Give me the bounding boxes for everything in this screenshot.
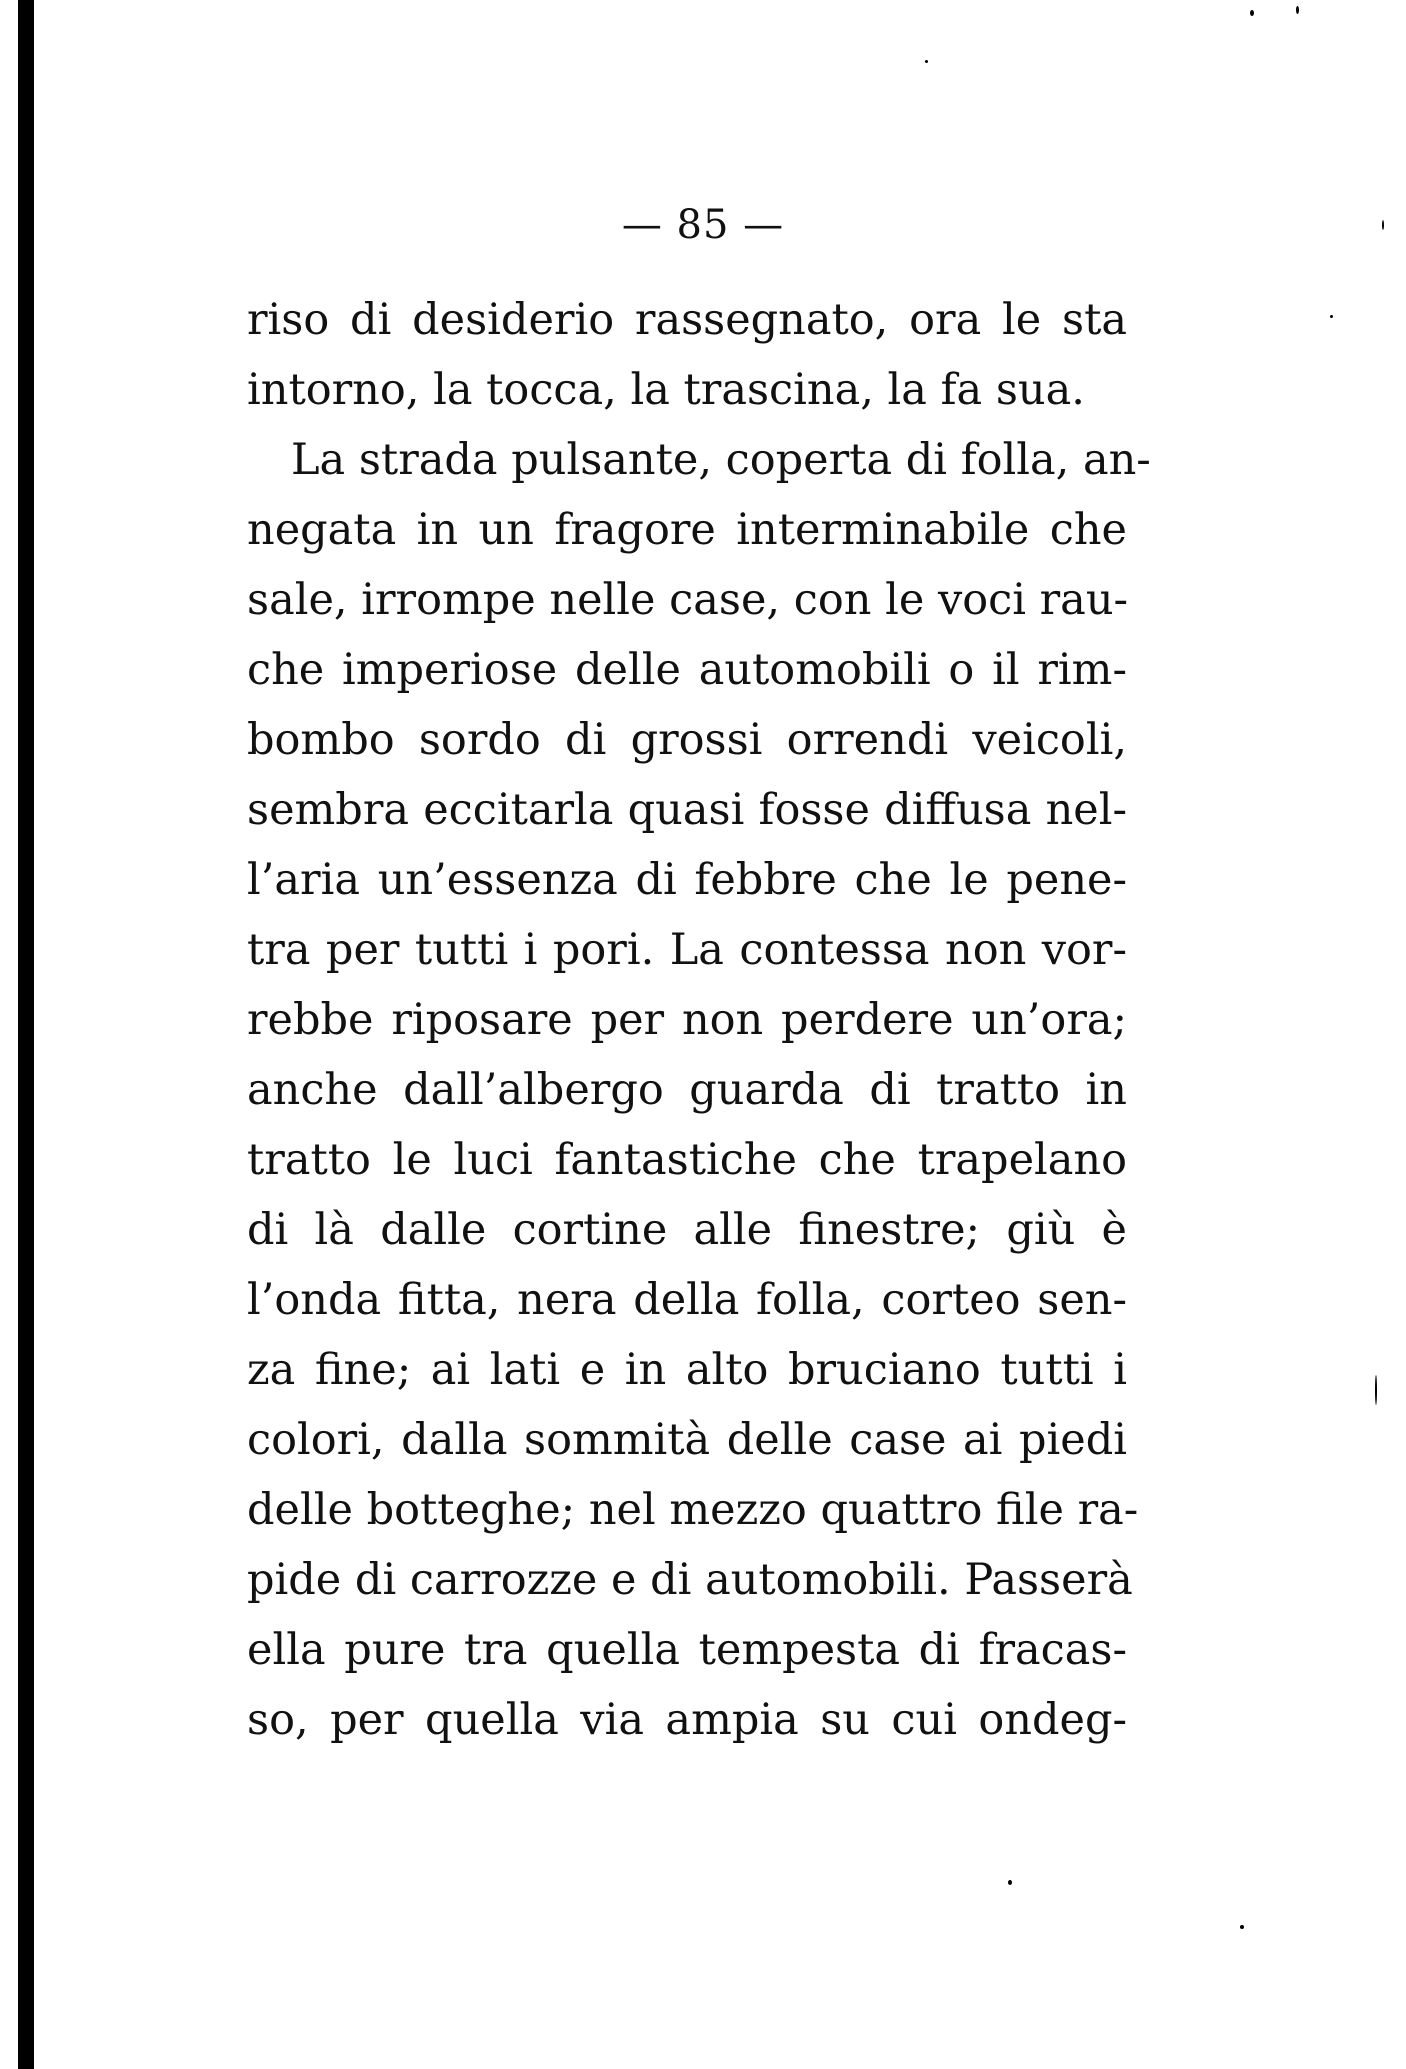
text-line: anche dall’albergo guarda di tratto in: [247, 1065, 1127, 1115]
text-line: che imperiose delle automobili o il rim-: [247, 645, 1127, 695]
text-line: l’aria un’essenza di febbre che le pene-: [247, 855, 1127, 905]
text-line: l’onda fitta, nera della folla, corteo sen-: [247, 1275, 1127, 1325]
page-number: — 85 —: [621, 202, 785, 248]
text-line: ella pure tra quella tempesta di fracas-: [247, 1625, 1127, 1675]
text-line: sale, irrompe nelle case, con le voci rau-: [247, 575, 1129, 625]
scan-speck: [925, 60, 928, 63]
text-line: tratto le luci fantastiche che trapelano: [247, 1135, 1127, 1185]
text-line: negata in un fragore interminabile che: [247, 505, 1127, 555]
scan-speck: [1240, 1925, 1244, 1929]
text-line: sembra eccitarla quasi fosse diffusa nel-: [247, 785, 1127, 835]
text-line: colori, dalla sommità delle case ai piedi: [247, 1415, 1127, 1465]
scan-speck: [1375, 1375, 1377, 1405]
body-text: [247, 285, 1151, 1755]
scan-speck: [1330, 315, 1333, 318]
text-line: rebbe riposare per non perdere un’ora;: [247, 995, 1127, 1045]
scan-speck: [1250, 10, 1254, 16]
text-line: pide di carrozze e di automobili. Passerà: [247, 1555, 1133, 1605]
text-line: delle botteghe; nel mezzo quattro file ra-: [247, 1485, 1139, 1535]
text-line: so, per quella via ampia su cui ondeg-: [247, 1695, 1127, 1745]
scan-speck: [1008, 1880, 1012, 1885]
scan-speck: [1296, 6, 1299, 14]
text-line: za fine; ai lati e in alto bruciano tutti i: [247, 1345, 1127, 1395]
text-line: di là dalle cortine alle finestre; giù è: [247, 1205, 1127, 1255]
text-line: bombo sordo di grossi orrendi veicoli,: [247, 715, 1127, 765]
text-line: riso di desiderio rassegnato, ora le sta: [247, 295, 1127, 345]
binding-edge: [18, 0, 34, 2069]
text-line: La strada pulsante, coperta di folla, an-: [291, 435, 1151, 485]
scan-speck: [1382, 220, 1384, 230]
text-line: intorno, la tocca, la trascina, la fa sua.: [247, 365, 1085, 415]
text-line: tra per tutti i pori. La contessa non vor-: [247, 925, 1127, 975]
